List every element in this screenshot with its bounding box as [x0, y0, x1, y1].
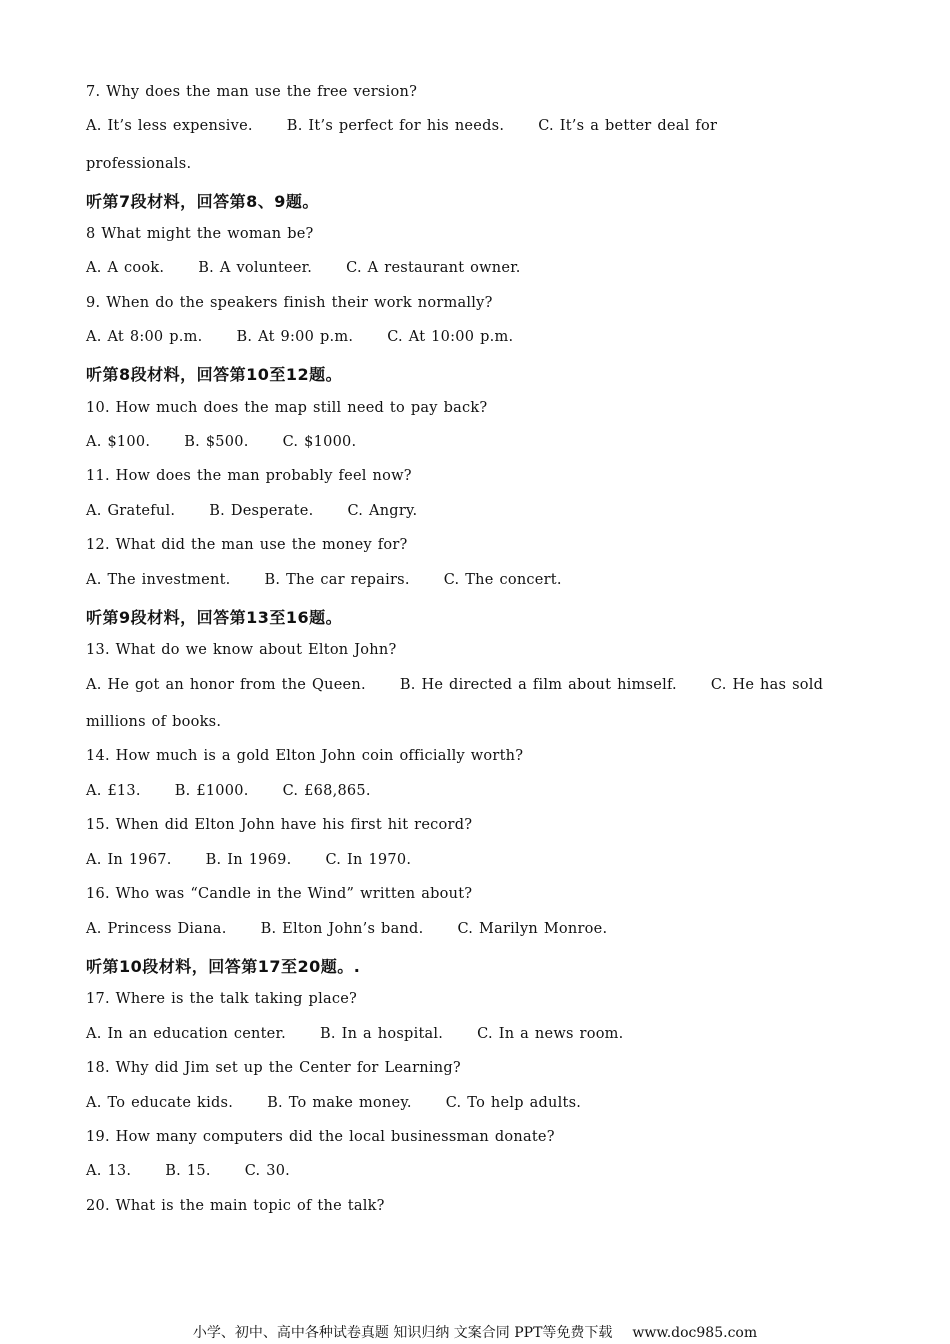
option-c: C. In 1970. [325, 852, 412, 868]
option-a: A. 13. [86, 1163, 132, 1179]
question-16-options [86, 921, 607, 937]
option-b: B. In a hospital. [319, 1026, 444, 1042]
option-c-continued: professionals. [86, 156, 192, 172]
section-heading-10: 听第10段材料，回答第17至20题。. [86, 957, 361, 976]
question-text: 12. What did the man use the money for? [86, 537, 408, 553]
option-b: B. Desperate. [209, 503, 314, 519]
option-a: A. He got an honor from the Queen. [86, 677, 366, 693]
question-12-options [86, 572, 562, 588]
option-b: B. At 9:00 p.m. [236, 329, 354, 345]
option-c: C. At 10:00 p.m. [387, 329, 514, 345]
option-a: A. In 1967. [86, 852, 172, 868]
question-17-options [86, 1026, 624, 1042]
question-text: 7. Why does the man use the free version? [86, 84, 418, 100]
question-14 [86, 748, 523, 764]
option-a: A. It’s less expensive. [86, 118, 253, 134]
option-a: A. Princess Diana. [86, 921, 227, 937]
question-14-options [86, 783, 371, 799]
option-a: A. A cook. [86, 260, 165, 276]
question-12 [86, 537, 408, 553]
option-c: C. A restaurant owner. [346, 260, 521, 276]
question-7-option-c-continued [86, 156, 191, 172]
option-b: B. He directed a film about himself. [399, 677, 677, 693]
question-7-options [86, 118, 717, 134]
question-text: 15. When did Elton John have his first hit record? [86, 817, 473, 833]
question-15 [86, 817, 472, 833]
option-a: A. The investment. [86, 572, 231, 588]
option-c: C. It’s a better deal for [538, 118, 718, 134]
option-c: C. To help adults. [445, 1095, 582, 1111]
option-a: A. In an education center. [86, 1026, 286, 1042]
question-9 [86, 295, 493, 311]
option-c: C. The concert. [443, 572, 562, 588]
option-b: B. It’s perfect for his needs. [286, 118, 505, 134]
question-text: 14. How much is a gold Elton John coin officially worth? [86, 748, 524, 764]
option-a: A. Grateful. [86, 503, 176, 519]
question-11 [86, 468, 412, 484]
question-text: 18. Why did Jim set up the Center for Learning? [86, 1060, 461, 1076]
option-b: B. A volunteer. [198, 260, 313, 276]
page-footer [0, 1322, 950, 1342]
option-c: C. Marilyn Monroe. [457, 921, 608, 937]
question-13-options [86, 677, 823, 693]
option-c: C. £68,865. [282, 783, 371, 799]
option-b: B. In 1969. [205, 852, 292, 868]
question-text: 10. How much does the map still need to pay back? [86, 400, 488, 416]
question-13 [86, 642, 397, 658]
option-a: A. £13. [86, 783, 141, 799]
option-b: B. To make money. [267, 1095, 412, 1111]
option-c: C. Angry. [347, 503, 418, 519]
option-b: B. 15. [165, 1163, 211, 1179]
question-text: 16. Who was “Candle in the Wind” written about? [86, 886, 473, 902]
option-b: B. Elton John’s band. [260, 921, 424, 937]
footer-text: 小学、初中、高中各种试卷真题 知识归纳 文案合同 PPT等免费下载 [192, 1325, 613, 1341]
question-text: 13. What do we know about Elton John? [86, 642, 397, 658]
option-c: C. He has sold [710, 677, 824, 693]
question-text: 11. How does the man probably feel now? [86, 468, 412, 484]
footer-site-link[interactable]: www.doc985.com [632, 1325, 758, 1341]
question-19-options [86, 1163, 290, 1179]
question-text: 20. What is the main topic of the talk? [86, 1198, 385, 1214]
question-18 [86, 1060, 461, 1076]
section-heading-9: 听第9段材料，回答第13至16题。 [86, 608, 343, 627]
option-c: C. In a news room. [477, 1026, 624, 1042]
option-a: A. To educate kids. [86, 1095, 234, 1111]
question-8 [86, 226, 314, 242]
question-text: 9. When do the speakers finish their work normally? [86, 295, 493, 311]
question-7 [86, 84, 417, 100]
option-c: C. 30. [244, 1163, 291, 1179]
option-a: A. At 8:00 p.m. [86, 329, 203, 345]
option-b: B. The car repairs. [264, 572, 410, 588]
question-15-options [86, 852, 411, 868]
question-text: 19. How many computers did the local businessman donate? [86, 1129, 555, 1145]
option-b: B. $500. [184, 434, 249, 450]
question-18-options [86, 1095, 581, 1111]
question-text: 17. Where is the talk taking place? [86, 991, 358, 1007]
question-10 [86, 400, 487, 416]
option-c-continued: millions of books. [86, 714, 222, 730]
option-a: A. $100. [86, 434, 151, 450]
question-text: 8 What might the woman be? [86, 226, 314, 242]
option-b: B. £1000. [174, 783, 249, 799]
option-c: C. $1000. [282, 434, 357, 450]
question-13-option-c-continued [86, 714, 221, 730]
question-11-options [86, 503, 417, 519]
question-19 [86, 1129, 555, 1145]
section-heading-8: 听第8段材料，回答第10至12题。 [86, 365, 343, 384]
question-17 [86, 991, 357, 1007]
question-16 [86, 886, 472, 902]
question-20 [86, 1198, 385, 1214]
question-9-options [86, 329, 513, 345]
section-heading-7: 听第7段材料，回答第8、9题。 [86, 192, 319, 211]
question-8-options [86, 260, 521, 276]
question-10-options [86, 434, 356, 450]
